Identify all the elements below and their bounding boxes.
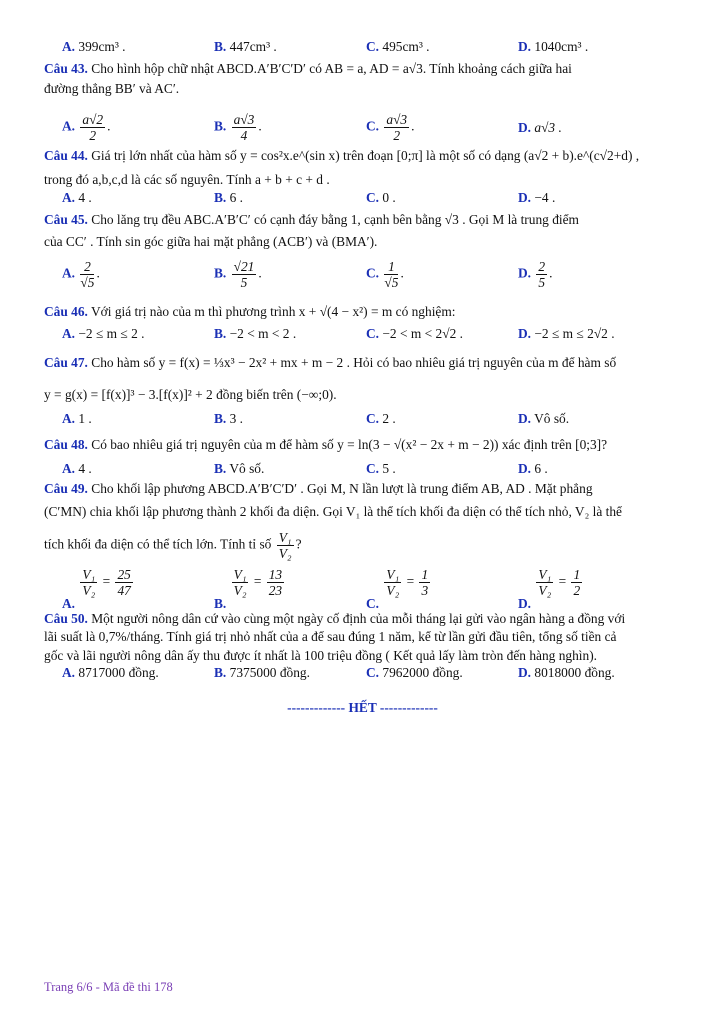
q44-text1: Giá trị lớn nhất của hàm số y = cos²x.e^(sin x) trên đoạn [0;π] là một số có dạng (a√2 + b).e^(c√2+d) , [91, 148, 640, 163]
q44-option-a: A. 4 . [62, 190, 92, 205]
q45-text-line1 [44, 211, 687, 228]
q44-options [0, 190, 725, 208]
q45-option-c: C. $\frac{1}{√5}$ . [366, 259, 404, 290]
q47-text1: Cho hàm số y = f(x) = ⅓x³ − 2x² + mx + m − 2 . Hỏi có bao nhiêu giá trị nguyên của m để hàm số [91, 355, 617, 370]
q50-text-line1 [44, 610, 687, 627]
q43-options [0, 104, 725, 143]
end-marker: ------------- HẾT ------------- [287, 700, 438, 715]
q47-text-line1 [44, 354, 687, 371]
q46-option-d: D. −2 ≤ m ≤ 2√2 . [518, 326, 615, 341]
q45-option-d: D. $\frac{2}{5}$ . [518, 259, 553, 290]
q43-text-line2: đường thẳng BB′ và AC′. [44, 81, 180, 96]
q42-option-d: D. 1040cm³ . [518, 39, 589, 54]
q50-option-c: C. 7962000 đồng. [366, 665, 463, 680]
q43-text1: Cho hình hộp chữ nhật ABCD.A′B′C′D′ có AB = a, AD = a√3. Tính khoảng cách giữa hai [91, 61, 572, 76]
q48-option-a: A. 4 . [62, 461, 92, 476]
q43-option-b: B. $\frac{a√3}{4}$ . [214, 112, 262, 143]
q45-option-a: A. $\frac{2}{√5}$ . [62, 259, 100, 290]
q48-option-c: C. 5 . [366, 461, 396, 476]
q47-text-line2: y = g(x) = [f(x)]³ − 3.[f(x)]² + 2 đồng biến trên (−∞;0). [44, 387, 337, 402]
q44-option-b: B. 6 . [214, 190, 244, 205]
q48-text1: Có bao nhiêu giá trị nguyên của m để hàm số y = ln(3 − √(x² − 2x + m − 2)) xác định trên [0;3]? [91, 437, 608, 452]
page-footer: Trang 6/6 - Mã đề thi 178 [44, 980, 173, 994]
q45-option-b: B. $\frac{√21}{5}$ . [214, 259, 262, 290]
q46-text1: Với giá trị nào của m thì phương trình x + √(4 − x²) = m có nghiệm: [91, 304, 456, 319]
q50-text-line3: gốc và lãi người nông dân ấy thu được ít nhất là 100 triệu đồng ( Kết quả lấy làm tròn đến hàng nghìn). [44, 648, 598, 663]
q49-option-b: B. $\frac{\text{V₁}}{\text{V₂}}$ = $\frac{13}{23}$ [214, 567, 283, 611]
q50-text1: Một người nông dân cứ vào cùng một ngày cố định của mỗi tháng lại gửi vào ngân hàng a đồng với [91, 611, 626, 626]
q46-option-b: B. −2 < m < 2 . [214, 326, 297, 341]
q44-label: Câu 44. [44, 148, 88, 163]
q49-ratio: $\frac{\text{V₁}}{\text{V₂}}$ [278, 530, 292, 561]
q48-option-d: D. 6 . [518, 461, 548, 476]
q48-label: Câu 48. [44, 437, 88, 452]
q47-option-a: A. 1 . [62, 411, 92, 426]
q46-option-a: A. −2 ≤ m ≤ 2 . [62, 326, 145, 341]
q50-option-d: D. 8018000 đồng. [518, 665, 615, 680]
q49-option-d: D. $\frac{\text{V₁}}{\text{V₂}}$ = $\frac{1}{2}$ [518, 567, 581, 611]
q49-option-c: C. $\frac{\text{V₁}}{\text{V₂}}$ = $\frac{1}{3}$ [366, 567, 429, 611]
q49-label: Câu 49. [44, 481, 88, 496]
q50-option-a: A. 8717000 đồng. [62, 665, 159, 680]
q49-option-a: A. $\frac{\text{V₁}}{\text{V₂}}$ = $\frac{25}{47}$ [62, 567, 131, 611]
q47-option-b: B. 3 . [214, 411, 244, 426]
q50-text-line2: lãi suất là 0,7%/tháng. Tính giá trị nhỏ nhất của a để sau đúng 1 năm, kể từ lần gửi đầu tiên, tổng số tiền cả [44, 629, 617, 644]
q43-option-d: D. a√3 . [518, 120, 562, 135]
q47-option-d: D. Vô số. [518, 411, 570, 426]
q49-options [0, 567, 725, 611]
q45-options [0, 257, 725, 295]
q47-options [0, 411, 725, 429]
q45-text1: Cho lăng trụ đều ABC.A′B′C′ có cạnh đáy bằng 1, cạnh bên bằng √3 . Gọi M là trung điểm [91, 212, 579, 227]
q50-label: Câu 50. [44, 611, 88, 626]
q43-text-line1 [44, 60, 687, 77]
q47-label: Câu 47. [44, 355, 88, 370]
q49-text-line1 [44, 480, 687, 497]
q48-text-line1 [44, 436, 687, 453]
q44-option-d: D. −4 . [518, 190, 556, 205]
q46-label: Câu 46. [44, 304, 88, 319]
q44-option-c: C. 0 . [366, 190, 396, 205]
q46-options [0, 326, 725, 344]
q48-options [0, 461, 725, 479]
q43-option-a: A. $\frac{a√2}{2}$ . [62, 112, 111, 143]
q49-text1: Cho khối lập phương ABCD.A′B′C′D′ . Gọi M, N lần lượt là trung điểm AB, AD . Mặt phẳng [91, 481, 593, 496]
q43-label: Câu 43. [44, 61, 88, 76]
q45-text-line2: của CC′ . Tính sin góc giữa hai mặt phẳng (ACB′) và (BMA′). [44, 234, 378, 249]
q46-option-c: C. −2 < m < 2√2 . [366, 326, 463, 341]
q42-option-c: C. 495cm³ . [366, 39, 430, 54]
q44-text-line2: trong đó a,b,c,d là các số nguyên. Tính a + b + c + d . [44, 172, 330, 187]
q47-option-c: C. 2 . [366, 411, 396, 426]
q42-options [0, 39, 725, 57]
q46-text-line1 [44, 303, 687, 320]
q42-option-b: B. 447cm³ . [214, 39, 277, 54]
q49-text-line2: (C′MN) chia khối lập phương thành 2 khối đa diện. Gọi V₁ là thể tích khối đa diện có thể tích nhỏ, V₂ là thể [44, 504, 622, 519]
q42-option-a: A. 399cm³ . [62, 39, 126, 54]
q45-label: Câu 45. [44, 212, 88, 227]
q43-option-c: C. $\frac{a√3}{2}$ . [366, 112, 415, 143]
q50-option-b: B. 7375000 đồng. [214, 665, 310, 680]
q49-text-line3: tích khối đa diện có thể tích lớn. Tính tỉ số $\frac{\text{V₁}}{\text{V₂}}$ ? [44, 530, 302, 561]
q44-text-line1 [44, 147, 687, 164]
q50-options [0, 665, 725, 683]
q48-option-b: B. Vô số. [214, 461, 265, 476]
